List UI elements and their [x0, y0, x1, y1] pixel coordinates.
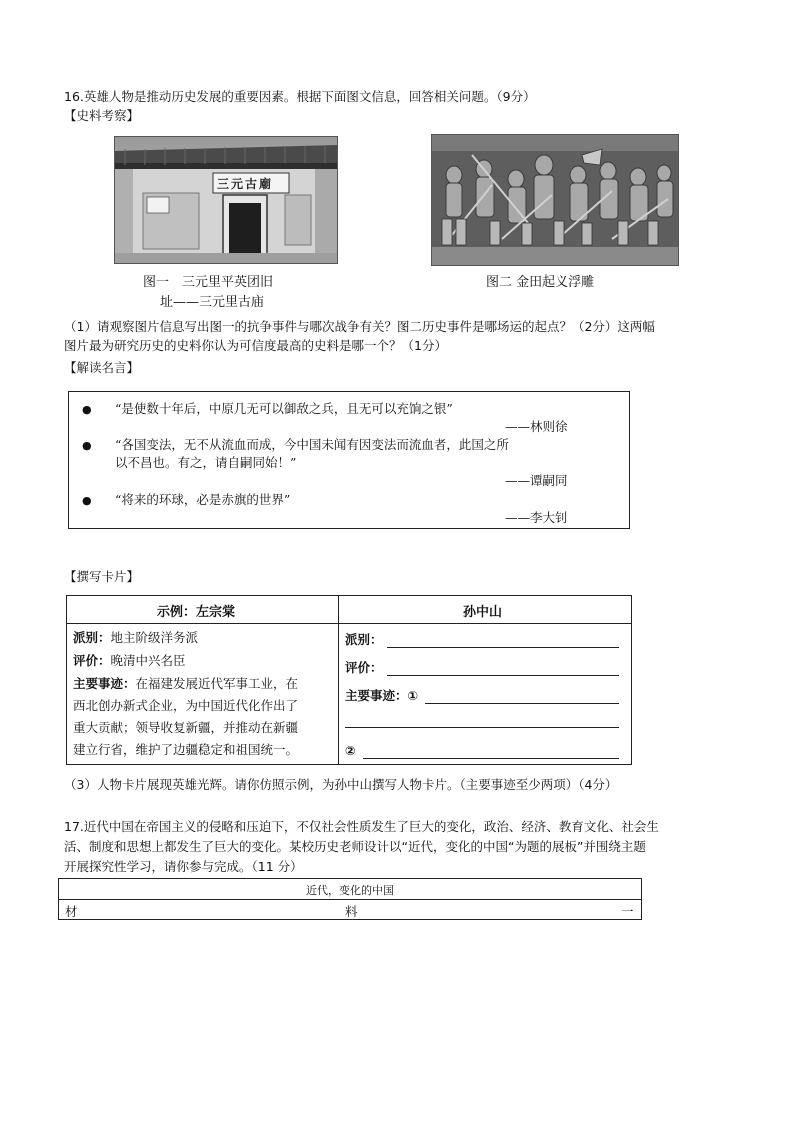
author-lin-zexu: ——林则徐 — [505, 419, 568, 434]
example-evaluation: 评价：晚清中兴名臣 — [73, 653, 186, 668]
q16-title: 16.英雄人物是推动历史发展的重要因素。根据下面图文信息，回答相关问题。（9分） — [64, 89, 536, 104]
quote-tan-sitong-line2: 以不昌也。有之，请自嗣同始！” — [115, 455, 297, 470]
author-li-dazhao: ——李大钊 — [505, 510, 568, 525]
example-deeds-line4: 建立行省，维护了边疆稳定和祖国统一。 — [73, 742, 299, 757]
person-card-table — [66, 595, 632, 765]
card-left-header: 示例：左宗棠 — [157, 605, 236, 620]
bullet-icon: ● — [82, 494, 92, 507]
quote-tan-sitong-line1: “各国变法，无不从流血而成，今中国未闻有因变法而流血者，此国之所 — [115, 437, 509, 452]
sun-deed2-label: ② — [345, 743, 356, 758]
sun-deed2-answer-line[interactable] — [363, 758, 619, 759]
card-right-header: 孙中山 — [463, 605, 503, 620]
q17-line3: 开展探究性学习，请你参与完成。（11 分） — [64, 859, 303, 874]
exhibit-col-liao: 料 — [345, 904, 358, 919]
card-header-rule — [67, 623, 631, 624]
caption-figure1-line2: 址——三元里古庙 — [160, 295, 265, 310]
example-deeds-line3: 重大贡献；领导收复新疆，并推动在新疆 — [73, 720, 299, 735]
exhibit-table-title: 近代，变化的中国 — [306, 884, 394, 897]
bullet-icon: ● — [82, 403, 92, 416]
card-divider — [338, 596, 339, 764]
q16-part1-line1: （1）请观察图片信息写出图一的抗争事件与哪次战争有关？图二历史事件是哪场运的起点？（2分）这两幅 — [64, 319, 655, 334]
bullet-icon: ● — [82, 439, 92, 452]
quotes-box — [68, 391, 630, 529]
example-deeds-line2: 西北创办新式企业，为中国近代化作出了 — [73, 698, 299, 713]
exhibit-table — [58, 878, 642, 920]
sun-deed1-answer-line[interactable] — [425, 703, 619, 704]
example-faction: 派别：地主阶级洋务派 — [73, 630, 199, 645]
q17-line1: 17.近代中国在帝国主义的侵略和压迫下，不仅社会性质发生了巨大的变化，政治、经济、教育文化、社会生 — [64, 819, 659, 834]
q16-part3: （3）人物卡片展现英雄光辉。请你仿照示例，为孙中山撰写人物卡片。（主要事迹至少两项）（4分） — [64, 777, 618, 792]
sun-deeds-label: 主要事迹：① — [345, 688, 419, 703]
section-kapian: 【撰写卡片】 — [64, 569, 140, 584]
temple-sign-text: 三元古廟 — [217, 177, 274, 191]
relief-illustration — [432, 135, 678, 265]
author-tan-sitong: ——谭嗣同 — [505, 473, 568, 488]
sun-evaluation-label: 评价： — [345, 660, 383, 675]
exhibit-table-rule — [59, 899, 641, 900]
relief-photo — [431, 134, 679, 266]
caption-figure2: 图二 金田起义浮雕 — [486, 275, 595, 290]
quote-li-dazhao: “将来的环球，必是赤旗的世界” — [115, 492, 291, 507]
sun-evaluation-answer-line[interactable] — [387, 675, 619, 676]
caption-figure1-line1: 图一 三元里平英团旧 — [143, 275, 274, 290]
q16-part1-line2: 图片最为研究历史的史料你认为可信度最高的史料是哪一个？（1分） — [64, 338, 447, 353]
temple-photo — [114, 136, 338, 264]
exhibit-col-cai: 材 — [65, 904, 78, 919]
exhibit-col-yi: 一 — [621, 904, 634, 919]
temple-illustration — [115, 137, 337, 263]
example-deeds-line1: 主要事迹：在福建发展近代军事工业，在 — [73, 676, 299, 691]
q17-line2: 活、制度和思想上都发生了巨大的变化。某校历史老师设计以“近代，变化的中国“为题的展板”并围绕主题 — [64, 839, 646, 854]
section-shiliao: 【史料考察】 — [64, 108, 140, 123]
sun-faction-label: 派别： — [345, 632, 383, 647]
sun-faction-answer-line[interactable] — [387, 647, 619, 648]
sun-deed1-continuation-line[interactable] — [345, 727, 619, 728]
quote-lin-zexu: “是使数十年后，中原几无可以御敌之兵，且无可以充饷之银” — [115, 401, 453, 416]
section-mingyan: 【解读名言】 — [64, 360, 140, 375]
